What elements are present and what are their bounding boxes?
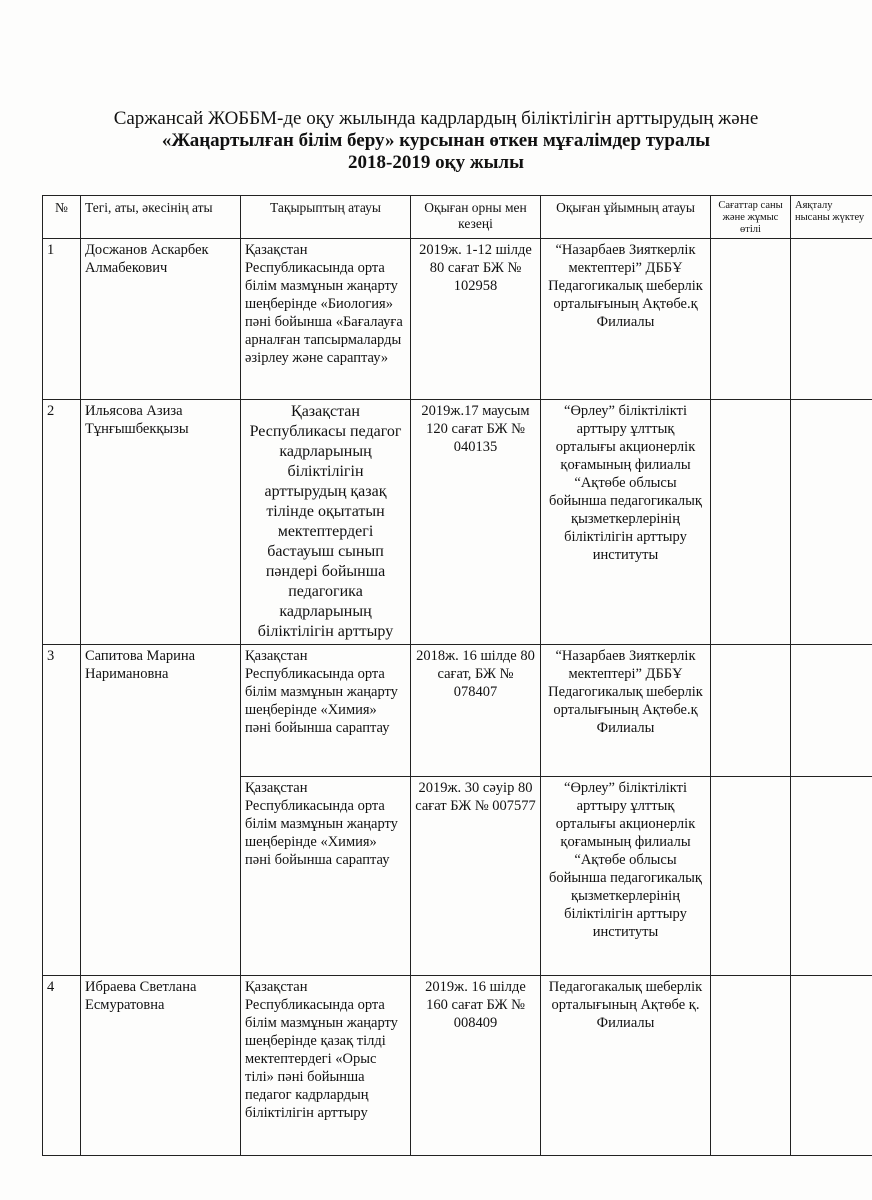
table-row xyxy=(43,645,872,777)
row-topic: Қазақстан Республикасында орта білім мазмұнын жаңарту шеңберінде «Химия» пәні бойынша сараптау xyxy=(241,645,411,777)
row-completion xyxy=(791,777,872,976)
row-number: 2 xyxy=(43,400,81,645)
teachers-table xyxy=(42,195,872,1156)
row-org: Педагогакалық шеберлік орталығының Ақтөбе қ. Филиалы xyxy=(541,976,711,1156)
row-org: “Назарбаев Зияткерлік мектептері” ДББҰ Педагогикалық шеберлік орталығының Ақтөбе.қ Филиалы xyxy=(541,645,711,777)
header-name: Тегі, аты, әкесінің аты xyxy=(81,196,241,239)
row-period: 2019ж. 30 сәуір 80 сағат БЖ № 007577 xyxy=(411,777,541,976)
row-completion xyxy=(791,400,872,645)
header-period: Оқыған орны мен кезеңі xyxy=(411,196,541,239)
header-org: Оқыған ұйымның атауы xyxy=(541,196,711,239)
table-row xyxy=(43,239,872,400)
header-topic: Тақырыптың атауы xyxy=(241,196,411,239)
title-line-3: 2018-2019 оқу жылы xyxy=(348,152,524,173)
row-org: “Назарбаев Зияткерлік мектептері” ДББҰ Педагогикалық шеберлік орталығының Ақтөбе.қ Филиалы xyxy=(541,239,711,400)
row-number: 4 xyxy=(43,976,81,1156)
row-hours xyxy=(711,645,791,777)
row-topic: Қазақстан Республикасында орта білім мазмұнын жаңарту шеңберінде қазақ тілді мектептердегі «Орыс тілі» пәні бойынша педагог кадрлардың біліктілігін арттыру xyxy=(241,976,411,1156)
row-org: “Өрлеу” біліктілікті арттыру ұлттық орталығы акционерлік қоғамының филиалы “Ақтөбе облысы бойынша педагогикалық қызметкерлерінің біліктілігін арттыру институты xyxy=(541,777,711,976)
row-name: Досжанов Аскарбек Алмабекович xyxy=(81,239,241,400)
row-name: Сапитова Марина Наримановна xyxy=(81,645,241,976)
row-completion xyxy=(791,976,872,1156)
row-period: 2019ж. 1-12 шілде 80 сағат БЖ № 102958 xyxy=(411,239,541,400)
row-topic: Қазақстан Республикасында орта білім мазмұнын жаңарту шеңберінде «Биология» пәні бойынша «Бағалауға арналған тапсырмаларды әзірлеу және сараптау» xyxy=(241,239,411,400)
row-topic: Қазақстан Республикасында орта білім мазмұнын жаңарту шеңберінде «Химия» пәні бойынша сараптау xyxy=(241,777,411,976)
title-line-2: «Жаңартылған білім беру» курсынан өткен мұғалімдер туралы xyxy=(161,130,711,151)
table-row xyxy=(43,976,872,1156)
row-topic: Қазақстан Республикасы педагог кадрларының біліктілігін арттырудың қазақ тілінде оқытатын мектептердегі бастауыш сынып пәндері бойынша педагогика кадрларының біліктілігін арттыру xyxy=(241,400,411,645)
row-hours xyxy=(711,400,791,645)
header-number: № xyxy=(43,196,81,239)
row-hours xyxy=(711,777,791,976)
row-completion xyxy=(791,645,872,777)
row-hours xyxy=(711,976,791,1156)
table-row xyxy=(43,400,872,645)
title-line-1: Саржансай ЖОББМ-де оқу жылында кадрлардың біліктілігін арттырудың және xyxy=(113,108,759,129)
row-name: Ибраева Светлана Есмуратовна xyxy=(81,976,241,1156)
row-period: 2018ж. 16 шілде 80 сағат, БЖ № 078407 xyxy=(411,645,541,777)
row-period: 2019ж.17 маусым 120 сағат БЖ № 040135 xyxy=(411,400,541,645)
row-number: 1 xyxy=(43,239,81,400)
header-hours: Сағаттар саны және жұмыс өтілі xyxy=(711,196,791,239)
header-completion: Аяқталу нысаны жүктеу xyxy=(791,196,872,239)
row-org: “Өрлеу” біліктілікті арттыру ұлттық орталығы акционерлік қоғамының филиалы “Ақтөбе облысы бойынша педагогикалық қызметкерлерінің біліктілігін арттыру институты xyxy=(541,400,711,645)
row-hours xyxy=(711,239,791,400)
row-name: Ильясова Азиза Тұнғышбекқызы xyxy=(81,400,241,645)
table-header-row xyxy=(43,196,872,239)
row-period: 2019ж. 16 шілде 160 сағат БЖ № 008409 xyxy=(411,976,541,1156)
row-number: 3 xyxy=(43,645,81,976)
row-completion xyxy=(791,239,872,400)
